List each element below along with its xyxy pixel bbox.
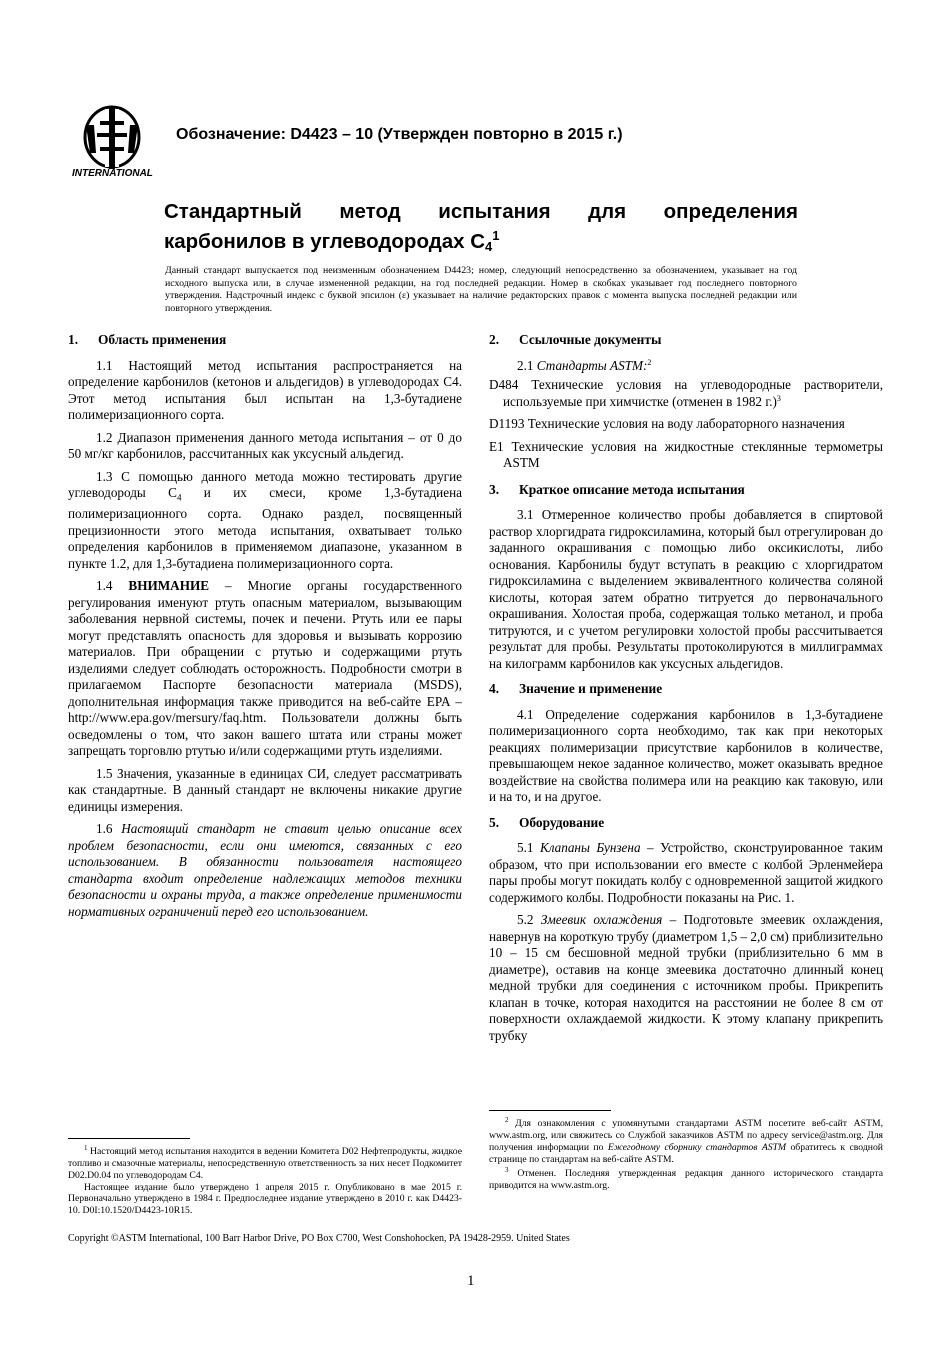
copyright-line: Copyright ©ASTM International, 100 Barr Harbor Drive, PO Box C700, West Conshohocken, PA 19428-2959. United States xyxy=(68,1233,570,1244)
footnotes-right xyxy=(489,1110,883,1192)
reference-item: D484 Технические условия на углеводородные растворители, используемые при химчистке (отменен в 1982 г.)$^3$ xyxy=(489,377,883,409)
footnote-2: $^2$ Для ознакомления с упомянутыми стандартами ASTM посетите веб-сайт ASTM, www.astm.org, или свяжитесь со Службой заказчиков ASTM по адресу service@astm.org. Для получения информации по Ежегодному сборнику стандартов ASTM обратитесь к сводной странице по стандартам на веб-сайте ASTM. xyxy=(489,1116,883,1165)
document-title: Стандартный метод испытания для определения карбонилов в углеводородах $C_4^1$ xyxy=(164,200,798,254)
intro-note: Данный стандарт выпускается под неизменным обозначением D4423; номер, следующий непосредственно за обозначением, указывает на год исходного выпуска или, в случае измененной редакции, на год последней редакции. Номер в скобках указывает год последнего повторного утверждения. Надстрочный индекс с буквой эпсилон (ε) указывает на наличие редакторских правок с момента выпуска последней редакции или повторного утверждения. xyxy=(165,265,797,314)
section-heading-references: 2. Ссылочные документы xyxy=(489,332,662,347)
paragraph-3-1: 3.1 Отмеренное количество пробы добавляется в спиртовой раствор хлоргидрата гидроксиламина, который был отрегулирован до заданного окрашивания с помощью либо оксикислоты, либо основания. Карбонилы будут вступать в реакцию с хлоргидратом гидроксиламина с выделением эквивалентного количества соляной кислоты, которая затем обратно титруется до первоначального окрашивания. Холостая проба, содержащая только метанол, и проба титруются, и с учетом регулировки холостой пробы рассчитывается результат для пробы. Результаты протоколируются в миллиграммах на килограмм карбонилов как уксусных альдегидов. xyxy=(489,507,883,671)
document-designation: Обозначение: D4423 – 10 (Утвержден повторно в 2015 г.) xyxy=(176,126,623,143)
paragraph-1-2: 1.2 Диапазон применения данного метода испытания – от 0 до 50 мг/кг карбонилов, рассчитанных как уксусный альдегид. xyxy=(68,429,462,461)
footnote-1-approval: Настоящее издание было утверждено 1 апреля 2015 г. Опубликовано в мае 2015 г. Первоначально утверждено в 1984 г. Предпоследнее издание утверждено в 2010 г. как D4423-10. D0I:10.1520/D4423-10R15. xyxy=(68,1181,462,1217)
footnotes-left xyxy=(68,1138,462,1217)
section-heading-summary: 3. Краткое описание метода испытания xyxy=(489,481,745,497)
paragraph-5-1: 5.1 Клапаны Бунзена – Устройство, сконструированное таким образом, что при использовании его вместе с колбой Эрленмейера пары пробы могут покидать колбу с одновременной защитой жидкого содержимого колбы. Подробности показаны на Рис. 1. xyxy=(489,840,883,905)
paragraph-1-5: 1.5 Значения, указанные в единицах СИ, следует рассматривать как стандартные. В данный стандарт не включены никакие другие единицы измерения. xyxy=(68,765,462,814)
section-heading-apparatus: 5. Оборудование xyxy=(489,814,605,830)
reference-list xyxy=(489,377,883,472)
page-number: 1 xyxy=(467,1273,475,1289)
section-heading-scope: 1. Область применения xyxy=(68,332,227,347)
paragraph-1-6: 1.6 Настоящий стандарт не ставит целью описание всех проблем безопасности, если они имеются, связанных с его использованием. В обязанности пользователя настоящего стандарта входит определение надлежащих методов техники безопасности и охраны труда, а также определение применимости нормативных ограничений перед его использованием. xyxy=(68,821,463,919)
section-heading-significance: 4. Значение и применение xyxy=(489,681,663,696)
paragraph-1-1: 1.1 Настоящий метод испытания распространяется на определение карбонилов (кетонов и альдегидов) в углеводородах C4. Этот метод испытания был испытан на 1,3-бутадиене полимеризационного сорта. xyxy=(68,357,462,422)
footnote-rule xyxy=(68,1138,190,1139)
reference-item: E1 Технические условия на жидкостные стеклянные термометры ASTM xyxy=(489,438,883,470)
footnote-3: $^3$ Отменен. Последняя утвержденная редакция данного исторического стандарта приводится на www.astm.org. xyxy=(489,1166,883,1192)
paragraph-2-1: 2.1 Стандарты ASTM:$^2$ xyxy=(517,357,652,373)
footnote-rule xyxy=(489,1110,611,1111)
paragraph-5-2: 5.2 Змеевик охлаждения – Подготовьте змеевик охлаждения, навернув на короткую трубу (диаметром 1,5 – 2,0 см) приблизительно 10 – 15 см бесшовной медной трубки (приблизительно 6 мм в диаметре), оставив на конце змеевика достаточно длинный конец медной трубки для соединения с источником пробы. Прикрепить клапан в точке, которая находится на расстоянии не более 8 см от поверхности охлаждаемой жидкости. К этому клапану прикрепить трубку xyxy=(489,912,884,1043)
astm-logo-icon xyxy=(66,103,158,179)
paragraph-1-3: 1.3 С помощью данного метода можно тестировать другие углеводороды $C_4$ и их смеси, кроме 1,3-бутадиена полимеризационного сорта. Однако раздел, посвященный прецизионности этого метода испытания, охватывает только определения карбонилов в применяемом диапазоне, указанном в пункте 1.2, для 1,3-бутадиена полимеризационного сорта. xyxy=(68,468,463,571)
astm-logo xyxy=(66,103,158,179)
paragraph-1-4: 1.4 ВНИМАНИЕ – Многие органы государственного регулирования именуют ртуть опасным материалом, вызывающим заболевания нервной системы, почек и печени. Ртуть или ее пары могут представлять опасность для здоровья и вызывать коррозию материалов. При обращении с ртутью и содержащими ртуть изделиями следует соблюдать осторожность. Подробности смотри в прилагаемом Паспорте безопасности материала (MSDS), дополнительная информация также приводится на веб-сайте EPA – http://www.epa.gov/mersury/faq.htm. Пользователи должны быть осведомлены о том, что закон вашего штата или страны может запрещать торговлю ртутью и/или содержащими ртуть изделиями. xyxy=(68,578,463,759)
left-column xyxy=(68,332,462,926)
reference-item: D1193 Технические условия на воду лабораторного назначения xyxy=(489,416,845,431)
svg-text:INTERNATIONAL: INTERNATIONAL xyxy=(72,168,153,179)
right-column xyxy=(489,332,883,1050)
paragraph-4-1: 4.1 Определение содержания карбонилов в 1,3-бутадиене полимеризационного сорта необходимо, так как при некоторых реакциях полимеризации присутствие карбонилов в количестве, превышающем некое заданное количество, может оказывать вредное воздействие на свойства полимера или на реакцию как таковую, или и на то, и на другое. xyxy=(489,706,883,804)
footnote-1: $^1$ Настоящий метод испытания находится в ведении Комитета D02 Нефтепродукты, жидкое топливо и смазочные материалы, непосредственную ответственность за них несет Подкомитет D02.D0.04 по углеводородам C4. xyxy=(68,1144,462,1181)
